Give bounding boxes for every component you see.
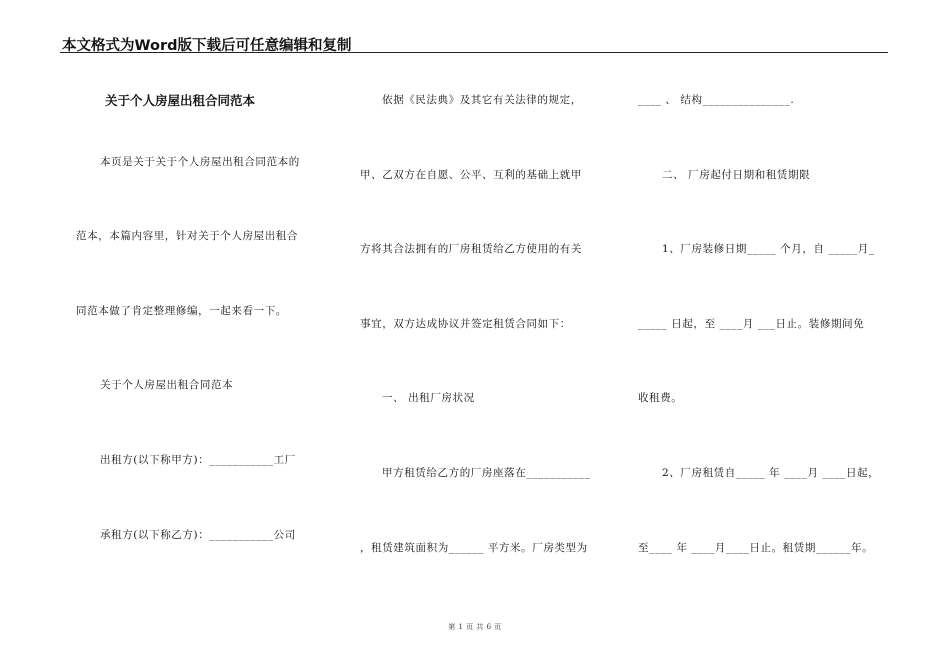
paragraph-line: 事宜，双方达成协议并签定租赁合同如下： (360, 318, 571, 330)
paragraph-line: ，租赁建筑面积为______ 平方米。厂房类型为 (360, 542, 588, 554)
lessor-line: 出租方(以下称甲方)：___________工厂 (100, 454, 296, 466)
paragraph-line: 收租费。 (638, 392, 683, 404)
paragraph-line: 1、厂房装修日期_____ 个月，自 _____月_ (662, 243, 875, 255)
paragraph-line: ____ 、 结构_______________. (638, 94, 795, 106)
page-header-banner: 本文格式为Word版下载后可任意编辑和复制 (62, 38, 352, 54)
page-number: 第 1 页 共 6 页 (448, 623, 502, 631)
column-left (60, 0, 330, 672)
section-heading: 关于个人房屋出租合同范本 (100, 379, 234, 391)
column-right (630, 0, 895, 672)
paragraph-line: 2、厂房租赁自_____ 年 ____月 ____日起， (662, 467, 880, 479)
paragraph-line: 同范本做了肯定整理修编，一起来看一下。 (76, 305, 287, 317)
paragraph-line: 范本，本篇内容里，针对关于个人房屋出租合 (76, 230, 298, 242)
paragraph-line: 依据《民法典》及其它有关法律的规定， (382, 94, 582, 106)
paragraph-line: _____ 日起，至 ____月 ___日止。装修期间免 (638, 318, 865, 330)
paragraph-line: 甲、乙双方在自愿、公平、互利的基础上就甲 (360, 169, 582, 181)
lessee-line: 承租方(以下称乙方)：___________公司 (100, 529, 296, 541)
paragraph-line: 至____ 年 ____月____日止。租赁期______年。 (638, 542, 874, 554)
paragraph-line: 甲方租赁给乙方的厂房座落在___________ (382, 467, 591, 479)
section-heading: 一、 出租厂房状况 (382, 392, 475, 404)
paragraph-line: 本页是关于关于个人房屋出租合同范本的 (100, 156, 300, 168)
column-middle (350, 0, 620, 672)
paragraph-line: 方将其合法拥有的厂房租赁给乙方使用的有关 (360, 243, 582, 255)
section-heading: 二、 厂房起付日期和租赁期限 (662, 169, 811, 181)
document-title: 关于个人房屋出租合同范本 (105, 93, 256, 108)
